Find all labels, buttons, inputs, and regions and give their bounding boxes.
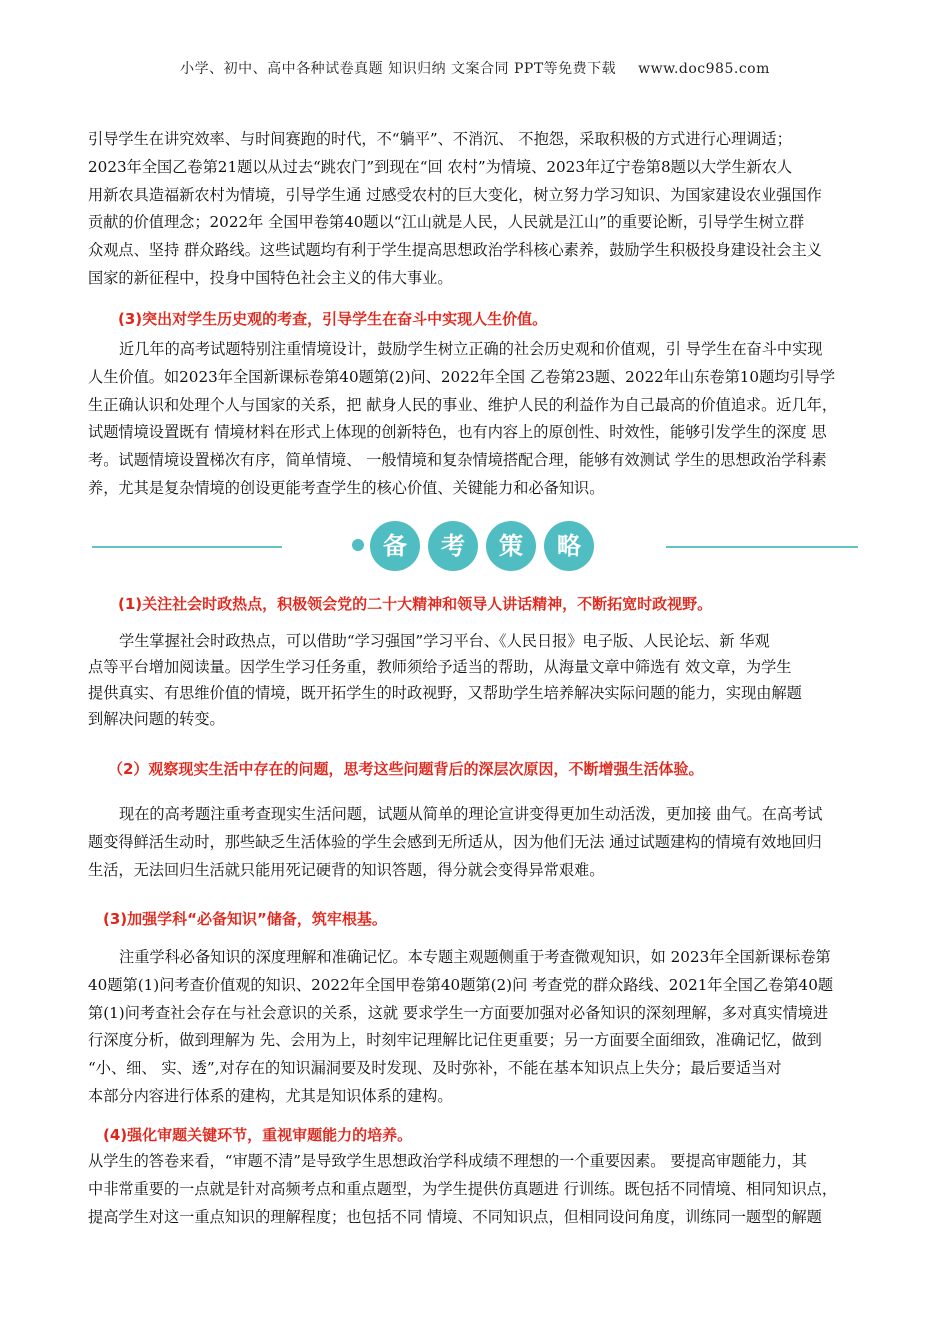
- paragraph-line: 现在的高考题注重考查现实生活问题，试题从简单的理论宣讲变得更加生动活泼，更加接 曲气。在高考试: [119, 805, 823, 823]
- strategy-heading: （2）观察现实生活中存在的问题，思考这些问题背后的深层次原因，不断增强生活体验。: [108, 760, 704, 778]
- banner-char: 备: [370, 521, 420, 571]
- strategy-banner: [92, 518, 858, 574]
- paragraph-line: 从学生的答卷来看，“审题不清”是导致学生思想政治学科成绩不理想的一个重要因素。 要提高审题能力，其: [88, 1152, 807, 1170]
- paragraph-line: 引导学生在讲究效率、与时间赛跑的时代，不“躺平”、不消沉、 不抱怨，采取积极的方式进行心理调适；: [88, 130, 792, 148]
- paragraph-line: 养，尤其是复杂情境的创设更能考查学生的核心价值、关键能力和必备知识。: [88, 478, 605, 497]
- banner-left-line: [92, 546, 282, 548]
- strategy-heading: (4)强化审题关键环节，重视审题能力的培养。: [103, 1126, 413, 1144]
- paragraph-line: 国家的新征程中，投身中国特色社会主义的伟大事业。: [88, 268, 453, 287]
- banner-char: 策: [486, 521, 536, 571]
- paragraph-line: 试题情境设置既有 情境材料在形式上体现的创新特色，也有内容上的原创性、时效性，能够引发学生的深度 思: [88, 423, 827, 442]
- paragraph-line: 提供真实、有思维价值的情境，既开拓学生的时政视野，又帮助学生培养解决实际问题的能力，实现由解题: [88, 684, 802, 702]
- paragraph-line: “小、细、 实、透”,对存在的知识漏洞要及时发现、及时弥补，不能在基本知识点上失分；最后要适当对: [88, 1059, 782, 1078]
- strategy-heading: (1)关注社会时政热点，积极领会党的二十大精神和领导人讲话精神，不断拓宽时政视野。: [118, 595, 713, 613]
- strategy1-paragraph: [88, 628, 888, 732]
- paragraph-line: 提高学生对这一重点知识的理解程度；也包括不同 情境、不同知识点，但相同设问角度，训练同一题型的解题: [88, 1207, 822, 1226]
- strategy3-paragraph: [88, 944, 908, 1111]
- strategy4-paragraph: [88, 1148, 908, 1231]
- paragraph-line: 生活，无法回归生活就只能用死记硬背的知识答题，得分就会变得异常艰难。: [88, 860, 605, 879]
- paragraph-line: 近几年的高考试题特别注重情境设计，鼓励学生树立正确的社会历史观和价值观，引 导学生在奋斗中实现: [119, 340, 823, 358]
- paragraph-line: 40题第(1)问考查价值观的知识、2022年全国甲卷第40题第(2)问 考查党的群众路线、2021年全国乙卷第40题: [88, 975, 834, 994]
- banner-char: 考: [428, 521, 478, 571]
- paragraph-line: 到解决问题的转变。: [88, 710, 225, 728]
- paragraph-line: 中非常重要的一点就是针对高频考点和重点题型，为学生提供仿真题进 行训练。既包括不同情境、相同知识点，: [88, 1179, 838, 1198]
- paragraph-line: 人生价值。如2023年全国新课标卷第40题第(2)问、2022年全国 乙卷第23题、2022年山东卷第10题均引导学: [88, 367, 836, 386]
- paragraph-line: 点等平台增加阅读量。因学生学习任务重，教师须给予适当的帮助，从海量文章中筛选有 效文章，为学生: [88, 658, 792, 676]
- paragraph-line: 行深度分析，做到理解为 先、会用为上，时刻牢记理解比记住更重要；另一方面要全面细致，准确记忆，做到: [88, 1031, 822, 1050]
- paragraph-line: 众观点、坚持 群众路线。这些试题均有利于学生提高思想政治学科核心素养，鼓励学生积极投身建设社会主义: [88, 241, 822, 260]
- section3-paragraph: [88, 336, 908, 503]
- banner-right-line: [666, 546, 858, 548]
- paragraph-line: 2023年全国乙卷第21题以从过去“跳农门”到现在“回 农村”为情境、2023年辽宁卷第8题以大学生新农人: [88, 157, 793, 176]
- paragraph-line: 用新农具造福新农村为情境，引导学生通 过感受农村的巨大变化，树立努力学习知识、为国家建设农业强国作: [88, 185, 822, 204]
- page-header: [0, 58, 950, 78]
- paragraph-line: 贡献的价值理念；2022年 全国甲卷第40题以“江山就是人民，人民就是江山”的重要论断，引导学生树立群: [88, 213, 805, 232]
- paragraph-line: 注重学科必备知识的深度理解和准确记忆。本专题主观题侧重于考查微观知识，如 2023年全国新课标卷第: [119, 948, 831, 966]
- paragraph-line: 本部分内容进行体系的建构，尤其是知识体系的建构。: [88, 1086, 453, 1105]
- intro-paragraph: [88, 126, 908, 293]
- section-heading: (3)突出对学生历史观的考查，引导学生在奋斗中实现人生价值。: [118, 310, 548, 328]
- banner-char: 略: [544, 521, 594, 571]
- strategy-heading: (3)加强学科“必备知识”储备，筑牢根基。: [103, 910, 387, 928]
- header-text: 小学、初中、高中各种试卷真题 知识归纳 文案合同 PPT等免费下载: [180, 61, 617, 77]
- paragraph-line: 第(1)问考查社会存在与社会意识的关系，这就 要求学生一方面要加强对必备知识的深刻理解，多对真实情境进: [88, 1003, 829, 1022]
- banner-dot: [352, 539, 364, 551]
- paragraph-line: 学生掌握社会时政热点，可以借助“学习强国”学习平台、《人民日报》电子版、人民论坛、新 华观: [119, 632, 770, 650]
- paragraph-line: 题变得鲜活生动时，那些缺乏生活体验的学生会感到无所适从，因为他们无法 通过试题建构的情境有效地回归: [88, 832, 822, 851]
- paragraph-line: 生正确认识和处理个人与国家的关系，把 献身人民的事业、维护人民的利益作为自己最高的价值追求。近几年，: [88, 395, 838, 414]
- paragraph-line: 考。试题情境设置梯次有序，简单情境、 一般情境和复杂情境搭配合理，能够有效测试 学生的思想政治学科素: [88, 451, 827, 470]
- strategy2-paragraph: [88, 801, 908, 884]
- header-url[interactable]: www.doc985.com: [638, 61, 770, 77]
